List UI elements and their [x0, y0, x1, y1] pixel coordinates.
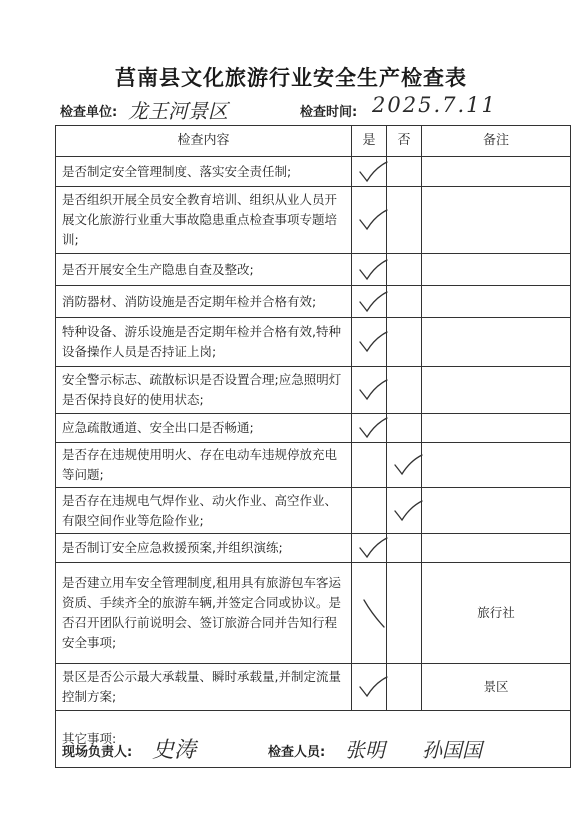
- yes-cell: [352, 563, 387, 664]
- remark-cell: 旅行社: [422, 563, 571, 664]
- yes-cell: [352, 488, 387, 534]
- table-row: [56, 534, 571, 563]
- check-item-content: 应急疏散通道、安全出口是否畅通;: [56, 414, 352, 443]
- no-cell: [387, 367, 422, 414]
- check-mark-icon: [358, 160, 388, 184]
- yes-cell: [352, 254, 387, 286]
- yes-cell: [352, 367, 387, 414]
- col-header-content: 检查内容: [56, 126, 352, 157]
- yes-cell: [352, 318, 387, 367]
- check-mark-icon: [393, 453, 423, 477]
- yes-cell: [352, 664, 387, 711]
- table-row: [56, 488, 571, 534]
- no-cell: [387, 488, 422, 534]
- yes-cell: [352, 286, 387, 318]
- check-mark-icon: [358, 258, 388, 282]
- yes-cell: [352, 443, 387, 488]
- table-row: [56, 443, 571, 488]
- table-row: [56, 318, 571, 367]
- no-cell: [387, 187, 422, 254]
- remark-cell: [422, 187, 571, 254]
- table-header-row: [56, 126, 571, 157]
- remark-cell: [422, 414, 571, 443]
- form-title: 莒南县文化旅游行业安全生产检查表: [115, 66, 467, 90]
- unit-handwritten-value: 龙王河景区: [128, 99, 228, 123]
- table-row: [56, 187, 571, 254]
- time-handwritten-value: 2025.7.11: [372, 93, 497, 117]
- check-mark-icon: [358, 675, 388, 699]
- no-cell: [387, 534, 422, 563]
- inspector-signature-1: 张明: [345, 738, 385, 762]
- check-mark-icon: [358, 416, 388, 440]
- responsible-signature: 史涛: [152, 738, 197, 763]
- table-row: [56, 367, 571, 414]
- remark-cell: 景区: [422, 664, 571, 711]
- check-mark-icon: [358, 536, 388, 560]
- no-cell: [387, 254, 422, 286]
- remark-cell: [422, 443, 571, 488]
- remark-cell: [422, 254, 571, 286]
- no-cell: [387, 563, 422, 664]
- check-item-content: 消防器材、消防设施是否定期年检并合格有效;: [56, 286, 352, 318]
- remark-cell: [422, 367, 571, 414]
- remark-cell: [422, 286, 571, 318]
- col-header-no: 否: [387, 126, 422, 157]
- no-cell: [387, 318, 422, 367]
- table-row: [56, 414, 571, 443]
- check-item-content: 特种设备、游乐设施是否定期年检并合格有效,特种设备操作人员是否持证上岗;: [56, 318, 352, 367]
- remark-cell: [422, 157, 571, 187]
- remark-cell: [422, 318, 571, 367]
- responsible-label: 现场负责人:: [62, 745, 133, 760]
- check-item-content: 是否存在违规电气焊作业、动火作业、高空作业、有限空间作业等危险作业;: [56, 488, 352, 534]
- no-cell: [387, 664, 422, 711]
- no-cell: [387, 157, 422, 187]
- checklist-table: [55, 125, 571, 768]
- time-label: 检查时间:: [300, 105, 358, 120]
- col-header-remarks: 备注: [422, 126, 571, 157]
- col-header-yes: 是: [352, 126, 387, 157]
- no-cell: [387, 443, 422, 488]
- table-row: [56, 286, 571, 318]
- unit-label: 检查单位:: [60, 105, 118, 120]
- no-cell: [387, 286, 422, 318]
- slash-mark: [358, 596, 388, 630]
- check-item-content: 是否开展安全生产隐患自查及整改;: [56, 254, 352, 286]
- check-item-content: 景区是否公示最大承载量、瞬时承载量,并制定流量控制方案;: [56, 664, 352, 711]
- remark-cell: [422, 534, 571, 563]
- check-mark-icon: [358, 378, 388, 402]
- other-items-label: 其它事项:: [56, 711, 571, 768]
- table-row: [56, 157, 571, 187]
- check-item-content: 是否建立用车安全管理制度,租用具有旅游包车客运资质、手续齐全的旅游车辆,并签定合同或协议。是否召开团队行前说明会、签订旅游合同并告知行程安全事项;: [56, 563, 352, 664]
- check-mark-icon: [358, 208, 388, 232]
- table-row: [56, 563, 571, 664]
- check-item-content: 是否组织开展全员安全教育培训、组织从业人员开展文化旅游行业重大事故隐患重点检查事项专题培训;: [56, 187, 352, 254]
- remark-cell: [422, 488, 571, 534]
- check-item-content: 安全警示标志、疏散标识是否设置合理;应急照明灯是否保持良好的使用状态;: [56, 367, 352, 414]
- yes-cell: [352, 157, 387, 187]
- no-cell: [387, 414, 422, 443]
- yes-cell: [352, 534, 387, 563]
- inspector-signature-2: 孙国国: [422, 738, 482, 762]
- check-mark-icon: [358, 290, 388, 314]
- check-item-content: 是否制订安全应急救援预案,并组织演练;: [56, 534, 352, 563]
- inspector-label: 检查人员:: [268, 745, 326, 760]
- yes-cell: [352, 414, 387, 443]
- table-row: [56, 254, 571, 286]
- yes-cell: [352, 187, 387, 254]
- table-row: [56, 664, 571, 711]
- check-item-content: 是否存在违规使用明火、存在电动车违规停放充电等问题;: [56, 443, 352, 488]
- check-item-content: 是否制定安全管理制度、落实安全责任制;: [56, 157, 352, 187]
- check-mark-icon: [393, 499, 423, 523]
- check-mark-icon: [358, 330, 388, 354]
